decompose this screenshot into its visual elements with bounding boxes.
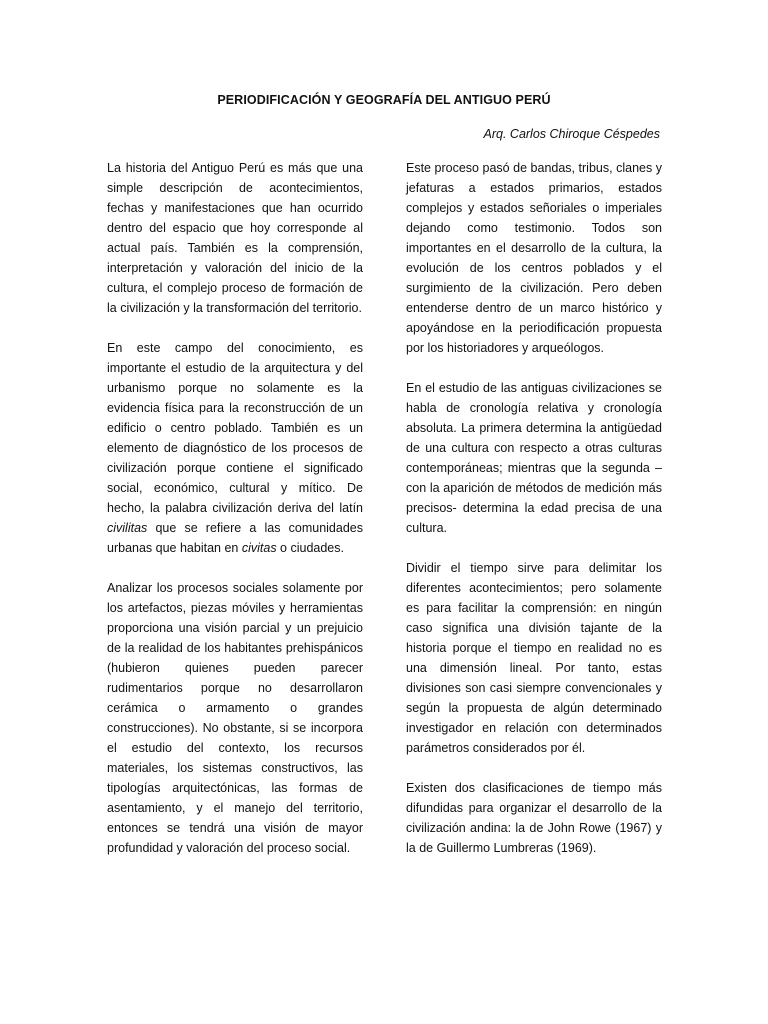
text-run: o ciudades. xyxy=(276,541,344,555)
text-run: En este campo del conocimiento, es importante el estudio de la arquitectura y del urbanismo porque no solamente es la evidencia física para la reconstrucción de un edificio o centro poblado. También es un elemento de diagnóstico de los procesos de civilización porque contiene el significado social, económico, cultural y mítico. De hecho, la palabra civilización deriva del latín xyxy=(107,341,363,515)
paragraph: Dividir el tiempo sirve para delimitar los diferentes acontecimientos; pero solamente es para facilitar la comprensión: en ningún caso significa una división tajante de la historia porque el tiempo en realidad no es una dimensión lineal. Por tanto, estas divisiones son casi siempre convencionales y según la propuesta de algún determinado investigador en relación con determinados parámetros considerados por él. xyxy=(406,561,662,755)
paragraph: En el estudio de las antiguas civilizaciones se habla de cronología relativa y cronología absoluta. La primera determina la antigüedad de una cultura con respecto a otras culturas contemporáneas; mientras que la segunda –con la aparición de métodos de medición más precisos- determina la edad precisa de una cultura. xyxy=(406,381,662,535)
text-run: que se refiere a las comunidades urbanas que habitan en xyxy=(107,521,363,555)
paragraph: La historia del Antiguo Perú es más que una simple descripción de acontecimientos, fechas y manifestaciones que han ocurrido dentro del espacio que hoy corresponde al actual país. También es la comprensión, interpretación y valoración del inicio de la cultura, el complejo proceso de formación de la civilización y la transformación del territorio. xyxy=(107,161,363,315)
paragraph xyxy=(107,338,363,558)
italic-term: civilitas xyxy=(107,521,148,535)
left-column xyxy=(107,158,363,878)
italic-term: civitas xyxy=(241,541,277,555)
paragraph: Existen dos clasificaciones de tiempo más difundidas para organizar el desarrollo de la civilización andina: la de John Rowe (1967) y la de Guillermo Lumbreras (1969). xyxy=(406,781,662,855)
author-line: Arq. Carlos Chiroque Céspedes xyxy=(483,127,660,141)
paragraph: Este proceso pasó de bandas, tribus, clanes y jefaturas a estados primarios, estados complejos y estados señoriales o imperiales dejando como testimonio. Todos son importantes en el desarrollo de la cultura, la evolución de los centros poblados y el surgimiento de la civilización. Pero deben entenderse dentro de un marco histórico y apoyándose en la periodificación propuesta por los historiadores y arqueólogos. xyxy=(406,161,662,355)
document-title: PERIODIFICACIÓN Y GEOGRAFÍA DEL ANTIGUO PERÚ xyxy=(217,93,551,107)
right-column xyxy=(406,158,662,878)
paragraph: Analizar los procesos sociales solamente por los artefactos, piezas móviles y herramientas proporciona una visión parcial y un prejuicio de la realidad de los habitantes prehispánicos (hubieron quienes pueden parecer rudimentarios porque no desarrollaron cerámica o armamento o grandes construcciones). No obstante, si se incorpora el estudio del contexto, los recursos materiales, los sistemas constructivos, las tipologías arquitectónicas, las formas de asentamiento, y el manejo del territorio, entonces se tendrá una visión de mayor profundidad y valoración del proceso social. xyxy=(107,581,363,855)
